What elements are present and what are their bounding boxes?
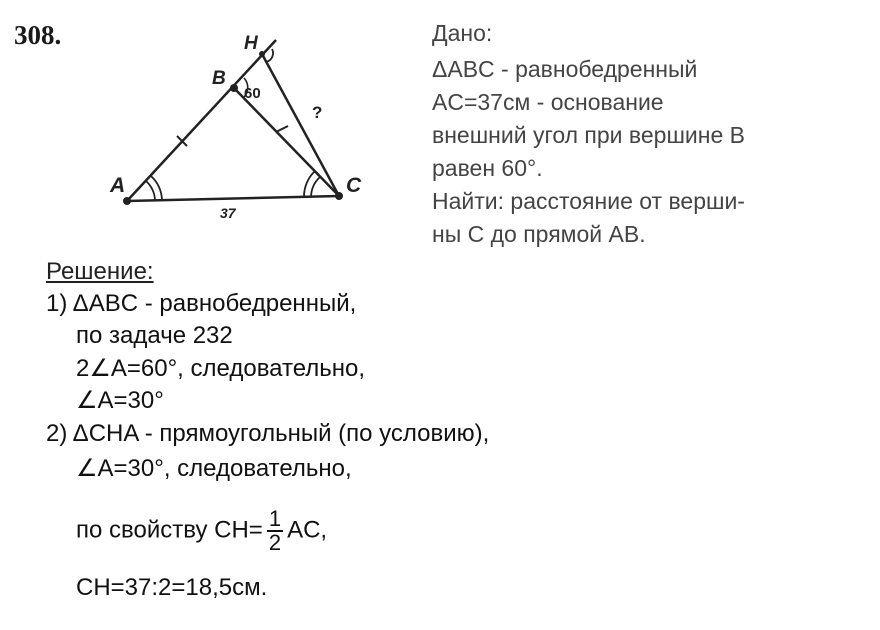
given-line-4: равен 60°. bbox=[432, 155, 543, 181]
step2-line3-prefix: по свойству CH= bbox=[76, 516, 263, 544]
label-a: A bbox=[110, 174, 126, 197]
label-c: C bbox=[346, 174, 362, 197]
point-h bbox=[259, 51, 265, 57]
label-h: H bbox=[244, 33, 258, 54]
angle-value-label: 60 bbox=[244, 85, 261, 102]
step2-line1: 2) ΔCHA - прямоугольный (по условию), bbox=[46, 420, 490, 447]
step1-line3: 2∠A=60°, следовательно, bbox=[76, 355, 366, 382]
point-b bbox=[230, 84, 238, 92]
given-line-1: ΔABC - равнобедренный bbox=[432, 56, 698, 82]
given-line-6: ны C до прямой AB. bbox=[432, 221, 646, 247]
triangle-figure bbox=[0, 0, 430, 250]
step1-line2: по задаче 232 bbox=[76, 322, 233, 349]
step1-line1: 1) ΔABC - равнобедренный, bbox=[46, 290, 357, 317]
side-length-label: 37 bbox=[220, 205, 236, 221]
tick-bc bbox=[276, 126, 288, 132]
fraction-denominator: 2 bbox=[268, 530, 282, 555]
height-ch bbox=[262, 54, 339, 196]
given-line-2: AC=37см - основание bbox=[432, 89, 664, 115]
fraction-one-half bbox=[267, 508, 283, 554]
given-line-3: внешний угол при вершине B bbox=[432, 122, 745, 148]
point-a bbox=[123, 197, 131, 205]
solution-heading: Решение: bbox=[46, 258, 154, 285]
step2-line2: ∠A=30°, следовательно, bbox=[76, 455, 352, 482]
point-c bbox=[335, 192, 343, 200]
given-heading: Дано: bbox=[432, 20, 493, 46]
line-ah bbox=[127, 40, 276, 201]
step1-line4: ∠A=30° bbox=[76, 387, 164, 414]
problem-number: 308. bbox=[14, 20, 62, 50]
angle-arc-c2 bbox=[304, 171, 315, 197]
label-b: B bbox=[212, 68, 226, 89]
angle-arc-c1 bbox=[311, 177, 320, 197]
given-line-5: Найти: расстояние от верши- bbox=[432, 188, 745, 214]
side-ac bbox=[127, 196, 339, 201]
fraction-numerator: 1 bbox=[268, 506, 282, 531]
step2-line3 bbox=[76, 508, 327, 554]
unknown-label: ? bbox=[312, 103, 323, 122]
angle-arc-a2 bbox=[151, 176, 162, 200]
angle-arc-a1 bbox=[146, 181, 155, 200]
step2-line3-suffix: AC, bbox=[287, 516, 328, 544]
side-bc bbox=[234, 88, 339, 196]
step2-line4: CH=37:2=18,5см. bbox=[76, 574, 268, 601]
